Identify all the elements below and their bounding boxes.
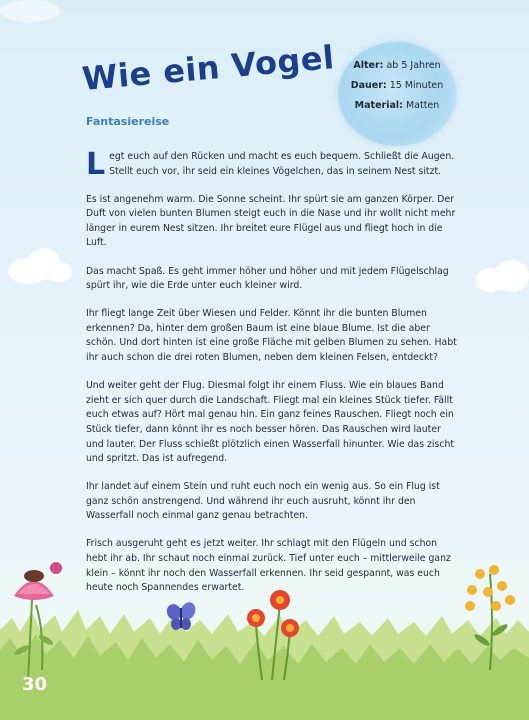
paragraph: Legt euch auf den Rücken und macht es euch bequem. Schließt die Augen. Stellt euch vor, ihr seid ein kleines Vögelchen, das in seinem Nest sitzt.	[86, 147, 455, 182]
info-age: Alter: ab 5 Jahren	[353, 60, 441, 71]
info-material: Material: Matten	[354, 100, 440, 111]
paragraph: Und weiter geht der Flug. Diesmal folgt ihr einem Fluss. Wie ein blaues Band zieht er sich quer durch die Landschaft. Fliegt mal ein kleines Stück tiefer. Fällt euch etwas auf? Hört mal genau hin. Ein ganz feines Rauschen. Fliegt noch ein Stück tiefer, dann könnt ihr es noch besser hören. Das Rauschen wird lauter und lauter. Der Fluss schießt plötzlich einen Wasserfall hinunter. Wie das zischt und spritzt. Das ist aufregend.	[86, 380, 454, 465]
info-duration: Dauer: 15 Minuten	[350, 80, 444, 91]
meadow-illustration	[0, 560, 529, 720]
page-subtitle: Fantasiereise	[86, 115, 170, 128]
page-number: 30	[22, 674, 48, 695]
paragraph: Ihr landet auf einem Stein und ruht euch noch ein wenig aus. So ein Flug ist ganz schön anstrengend. Und während ihr euch ausruht, könnt ihr den Wasserfall noch einmal ganz genau betrachten.	[86, 481, 440, 522]
info-badge	[338, 42, 456, 146]
paragraph: Es ist angenehm warm. Die Sonne scheint. Ihr spürt sie am ganzen Körper. Der Duft von vielen bunten Blumen steigt euch in die Nase und ihr wollt nicht mehr länger in eurem Nest sitzen. Ihr breitet eure Flügel aus und fliegt hoch in die Luft.	[86, 193, 456, 249]
cloud	[0, 0, 60, 22]
cloud	[46, 262, 72, 282]
paragraph: Ihr fliegt lange Zeit über Wiesen und Felder. Könnt ihr die bunten Blumen erkennen? Da, hinter dem großen Baum ist eine blaue Blume. Ist die aber schön. Und dort hinten ist eine große Fläche mit gelben Blumen zu sehen. Habt ihr auch schon die drei roten Blumen, neben dem kleinen Felsen, entdeckt?	[86, 308, 457, 364]
cloud	[494, 260, 529, 292]
story-text	[86, 147, 458, 609]
paragraph: Das macht Spaß. Es geht immer höher und höher und mit jedem Flügelschlag spürt ihr, wie die Erde unter euch kleiner wird.	[86, 265, 449, 292]
paragraph: Frisch ausgeruht geht es jetzt weiter. Ihr schlagt mit den Flügeln und schon hebt ihr ab. Ihr schaut noch einmal zurück. Tief unter euch – mittlerweile ganz klein – könnt ihr noch den Wasserfall erkennen. Ihr seid gespannt, was euch heute noch Spannendes erwartet.	[86, 538, 451, 594]
page-title: Wie ein Vogel	[80, 38, 336, 98]
drop-cap: L	[86, 147, 106, 182]
